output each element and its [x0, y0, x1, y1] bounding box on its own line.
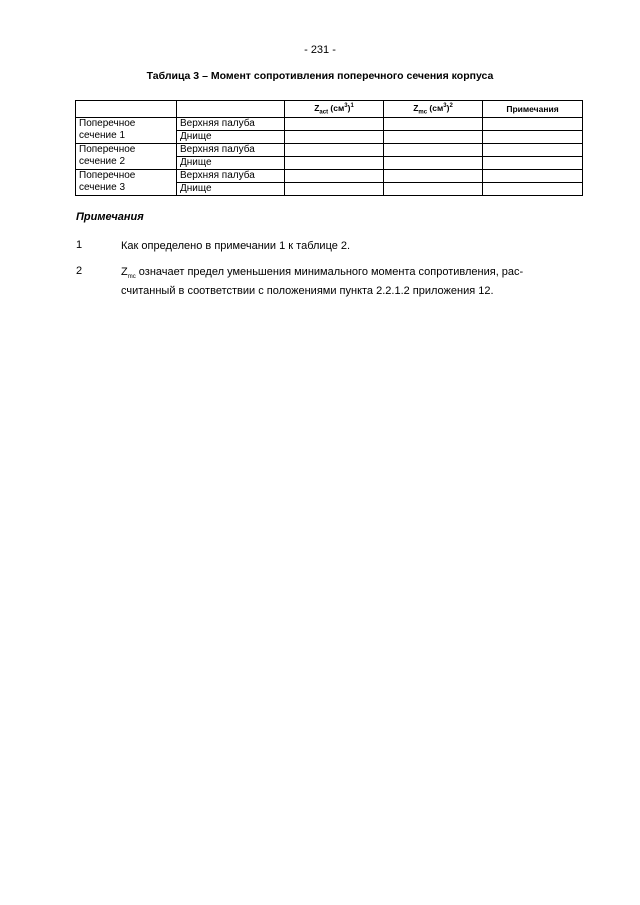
- table-cell: [285, 131, 384, 144]
- table-cell: [285, 183, 384, 196]
- table-cell: [384, 183, 483, 196]
- note-body: означает предел уменьшения минимального момента сопротивления, рас-считанный в соответствии с положениями пункта 2.2.1.2 приложения 12.: [121, 266, 524, 298]
- note-symbol: Z: [121, 266, 128, 278]
- table-row: [76, 144, 583, 157]
- header-z-mc: $Z_{mc}$ $(см^3)^2$: [384, 101, 483, 118]
- header-empty-1: [76, 101, 177, 118]
- page-number: - 231 -: [304, 44, 336, 56]
- table-cell: [384, 131, 483, 144]
- table-cell: [483, 170, 583, 183]
- part-label: Днище: [177, 157, 285, 170]
- part-label: Днище: [177, 183, 285, 196]
- header-notes: Примечания: [483, 101, 583, 118]
- section-label: Поперечное сечение 2: [76, 144, 177, 170]
- table-cell: [285, 170, 384, 183]
- header-z-act: $Z_{act}$ $(см^3)^1$: [285, 101, 384, 118]
- section-modulus-table: [75, 100, 583, 196]
- table-title: Таблица 3 – Момент сопротивления поперечного сечения корпуса: [146, 70, 494, 82]
- note-text: Как определено в примечании 1 к таблице 2.: [121, 240, 351, 252]
- table-cell: [384, 118, 483, 131]
- table-cell: [384, 144, 483, 157]
- section-label: Поперечное сечение 1: [76, 118, 177, 144]
- note-number: 1: [76, 239, 83, 251]
- table-cell: [483, 118, 583, 131]
- part-label: Верхняя палуба: [177, 170, 285, 183]
- table-cell: [483, 131, 583, 144]
- part-label: Верхняя палуба: [177, 144, 285, 157]
- table-cell: [483, 144, 583, 157]
- part-label: Днище: [177, 131, 285, 144]
- table-row: [76, 118, 583, 131]
- table-header-row: [76, 101, 583, 118]
- table-cell: [285, 157, 384, 170]
- table-cell: [384, 157, 483, 170]
- note-number: 2: [76, 265, 83, 277]
- table-cell: [384, 170, 483, 183]
- table-row: [76, 170, 583, 183]
- header-empty-2: [177, 101, 285, 118]
- note-text: [121, 265, 566, 298]
- notes-heading: Примечания: [76, 211, 144, 223]
- table-cell: [483, 183, 583, 196]
- section-label: Поперечное сечение 3: [76, 170, 177, 196]
- table-cell: [285, 118, 384, 131]
- table-cell: [285, 144, 384, 157]
- table-cell: [483, 157, 583, 170]
- note-symbol-sub: mc: [127, 274, 136, 281]
- part-label: Верхняя палуба: [177, 118, 285, 131]
